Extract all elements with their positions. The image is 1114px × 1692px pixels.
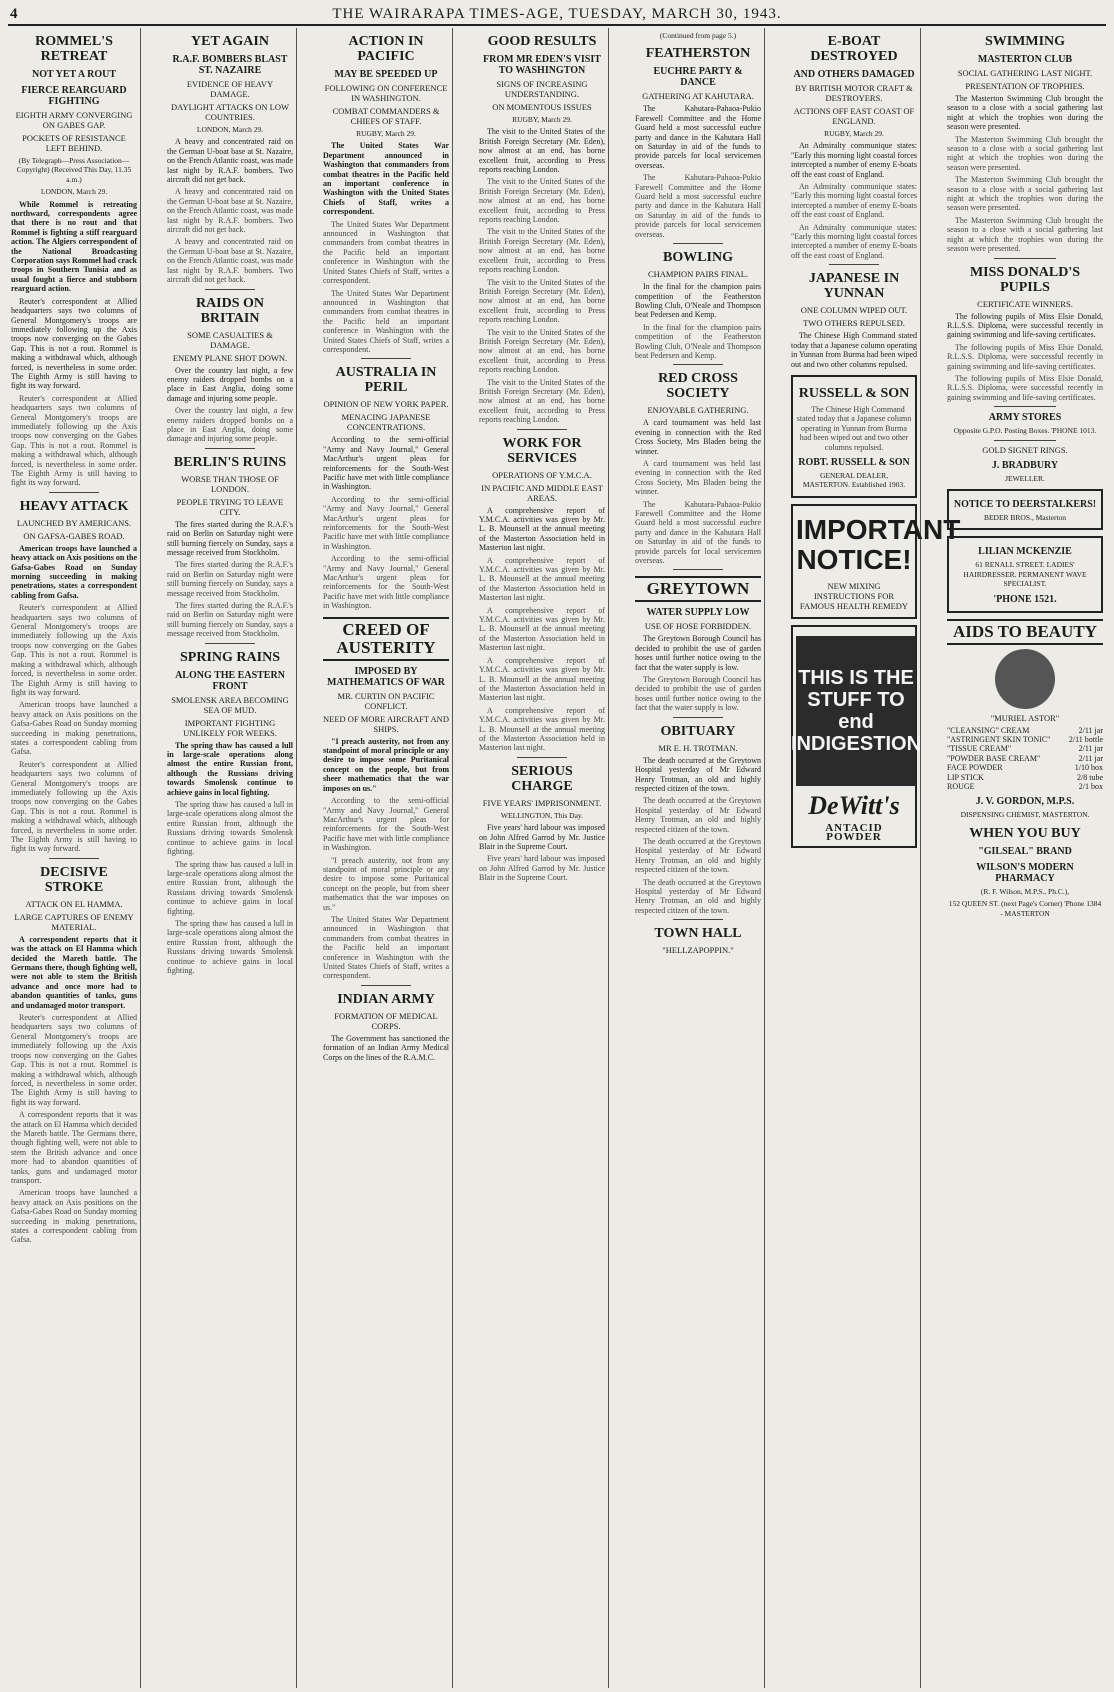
body-text: The United States War Department announced in Washington that commanders from combat theatres in the Pacific held an important conference in Washington with the United States Chiefs of Staff, writes a correspondent. xyxy=(323,288,449,354)
body-text: According to the semi-official "Army and Navy Journal," General MacArthur's urgent pleas for reinforcements for the South-West Pacific have met with little compliance in Washington. xyxy=(323,796,449,853)
newspaper-title: THE WAIRARAPA TIMES-AGE, TUESDAY, MARCH 30, 1943. xyxy=(332,6,782,22)
item-price: 2/8 tube xyxy=(1077,772,1103,782)
headline: BERLIN'S RUINS xyxy=(173,454,287,470)
headline: ACTION IN PACIFIC xyxy=(348,34,424,64)
ad-text: 61 RENALL STREET. LADIES' HAIRDRESSER. PERMANENT WAVE SPECIALIST. xyxy=(963,560,1087,589)
subheadline: EUCHRE PARTY & DANCE xyxy=(653,66,743,89)
item-price: 2/1 box xyxy=(1078,782,1103,792)
divider xyxy=(49,858,99,859)
ad-title: ARMY STORES xyxy=(988,412,1062,424)
page-number: 4 xyxy=(10,6,18,22)
deck: ACTIONS OFF EAST COAST OF ENGLAND. xyxy=(793,106,915,126)
item-price: 2/11 bottle xyxy=(1068,735,1103,744)
deck: LARGE CAPTURES OF ENEMY MATERIAL. xyxy=(14,911,134,932)
item-price: 2/11 jar xyxy=(1078,744,1103,754)
ad-title: AIDS TO BEAUTY xyxy=(947,619,1103,645)
divider xyxy=(994,406,1056,407)
price-list-item xyxy=(947,763,1103,772)
headline: JAPANESE IN YUNNAN xyxy=(808,271,900,302)
headline: GOOD RESULTS xyxy=(487,34,597,49)
body-text: A heavy and concentrated raid on the German U-boat base at St. Nazaire, on the French Atlantic coast, was made last night by R.A.F. bombers. Two aircraft did not get back. xyxy=(167,137,293,185)
body-text: A comprehensive report of Y.M.C.A. activities was given by Mr. L. B. Mounsell at the annual meeting of the Masterton Association held in Masterton last night. xyxy=(479,705,605,753)
body-text: The Kahutara-Pahaoa-Pukio Farewell Committee and the Home Guard held a most successful euchre party and dance in the Kahutara Hall on Saturday in aid of the funds to provide parcels for local servicemen overseas. xyxy=(635,173,761,239)
body-text: An Admiralty communique states: "Early this morning light coastal forces intercepted a number of enemy E-boats off the east coast of England. xyxy=(791,141,917,179)
divider xyxy=(49,492,99,493)
deck: OPINION OF NEW YORK PAPER. xyxy=(323,399,449,410)
body-text: Reuter's correspondent at Allied headquarters says two columns of General Montgomery's troops are immediately following up the Axis troops now converging on the Gabes Gap. This is not a rout. Rommel is making a withdrawal which, although forced, is nevertheless in some order. The Eighth Army is still having to fight its way forward. xyxy=(11,296,137,391)
item-name: "TISSUE CREAM" xyxy=(947,744,1012,754)
deck: FIVE YEARS' IMPRISONMENT. xyxy=(482,797,602,808)
body-text: The visit to the United States of the British Foreign Secretary (Mr. Eden), now almost at an end, has borne excellent fruit, according to Press reports reaching London. xyxy=(479,177,605,225)
divider xyxy=(673,717,723,718)
body-text: The Greytown Borough Council has decided to prohibit the use of garden hoses until further notice owing to the fact that the water supply is low. xyxy=(635,634,761,672)
body-text: American troops have launched a heavy attack on Axis positions on the Gafsa-Gabes Road on Sunday morning succeeding in making penetrations, states a correspondent cabling from Gafsa. xyxy=(11,1188,137,1245)
body-text: In the final for the champion pairs competition of the Featherston Bowling Club, O'Neale and Thompson beat Pedersen and Kemp. xyxy=(635,282,761,320)
body-text: The Masterton Swimming Club brought the season to a close with a social gathering last night at which the trophies won during the season were presented. xyxy=(947,94,1103,132)
body-text: The spring thaw has caused a lull in large-scale operations along almost the entire Russian front, although the Russians driving towards Smolensk continue to achieve gains in local fighting. xyxy=(167,800,293,857)
body-text: The visit to the United States of the British Foreign Secretary (Mr. Eden), now almost at an end, has borne excellent fruit, according to Press reports reaching London. xyxy=(479,327,605,375)
headline: BOWLING xyxy=(662,250,733,266)
body-text: The United States War Department announced in Washington that commanders from combat theatres in the Pacific held an important conference in Washington with the United States Chiefs of Staff, writes a correspondent. xyxy=(323,141,449,217)
item-price: 1/10 box xyxy=(1074,763,1103,773)
headline: MISS DONALD'S PUPILS xyxy=(969,264,1081,295)
body-text: Reuter's correspondent at Allied headquarters says two columns of General Montgomery's troops are immediately following up the Axis troops now converging on the Gabes Gap. This is not a rout. Rommel is making a withdrawal which, although forced, is nevertheless in some order. The Eighth Army is still having to fight its way forward. xyxy=(11,759,137,854)
ad-title: IMPORTANT NOTICE! xyxy=(796,513,961,575)
deck: CERTIFICATE WINNERS. xyxy=(977,298,1073,309)
ad-title: WHEN YOU BUY xyxy=(969,825,1081,841)
ad-text: (R. F. Wilson, M.P.S., Ph.C.), xyxy=(980,886,1070,896)
dateline: RUGBY, March 29. xyxy=(512,115,572,124)
ad-brand: DeWitt's xyxy=(808,790,900,820)
body-text: The Masterton Swimming Club brought the season to a close with a social gathering last night at which the trophies won during the season were presented. xyxy=(947,215,1103,254)
column-featherston xyxy=(632,28,765,1688)
deck: SMOLENSK AREA BECOMING SEA OF MUD. xyxy=(171,694,289,715)
deck: USE OF HOSE FORBIDDEN. xyxy=(644,621,752,632)
divider xyxy=(205,643,255,644)
ad-title: LILIAN MCKENZIE xyxy=(978,546,1072,558)
divider xyxy=(994,440,1056,441)
headline: OBITUARY xyxy=(660,723,736,739)
subheadline: FROM MR EDEN'S VISIT TO WASHINGTON xyxy=(483,54,601,76)
lead-paragraph: While Rommel is retreating northward, correspondents agree that there is no rout and that Rommel is fighting a stiff rearguard action. The Algiers correspondent of the National Broadcasting Corporation says Rommel had crack troops in Southern Tunisia and as usual fought a fierce and stubborn rearguard action. xyxy=(11,199,137,294)
portrait-image xyxy=(995,649,1055,709)
dateline: RUGBY, March 29. xyxy=(356,129,416,138)
deck: PRESENTATION OF TROPHIES. xyxy=(965,81,1085,91)
column-action-in-pacific xyxy=(320,28,453,1688)
body-text: In the final for the champion pairs competition of the Featherston Bowling Club, O'Neale and Thompson beat Pedersen and Kemp. xyxy=(635,322,761,360)
deck: SIGNS OF INCREASING UNDERSTANDING. xyxy=(496,79,588,99)
column-good-results xyxy=(476,28,609,1688)
body-text: A card tournament was held last evening in connection with the Red Cross Society, Mrs Bladen being the winner. xyxy=(635,458,761,497)
deck: NEED OF MORE AIRCRAFT AND SHIPS. xyxy=(323,713,449,734)
body-text: An Admiralty communique states: "Early this morning light coastal forces intercepted a number of enemy E-boats off the east coast of England. xyxy=(791,222,917,260)
item-name: "CLEANSING" CREAM xyxy=(947,725,1030,735)
headline: YET AGAIN xyxy=(191,34,269,49)
body-text: The visit to the United States of the British Foreign Secretary (Mr. Eden), now almost at an end, has borne excellent fruit, according to Press reports reaching London. xyxy=(479,127,605,175)
body-text: The United States War Department announced in Washington that commanders from combat theatres in the Pacific held an important conference in Washington with the United States Chiefs of Staff, writes a correspondent. xyxy=(323,219,449,286)
deck: FOLLOWING ON CONFERENCE IN WASHINGTON. xyxy=(324,83,448,103)
divider xyxy=(673,919,723,920)
ad-phone: 'PHONE 1521. xyxy=(993,593,1057,605)
body-text: The following pupils of Miss Elsie Donald, R.L.S.S. Diploma, were successful recently in gaining swimming and life-saving certificates. xyxy=(947,311,1103,340)
ad-title: GOLD SIGNET RINGS. xyxy=(982,444,1068,455)
body-text: The Masterton Swimming Club brought the season to a close with a social gathering last night at which the trophies won during the season were presented. xyxy=(947,134,1103,172)
body-text: According to the semi-official "Army and Navy Journal," General MacArthur's urgent pleas for reinforcements for the South-West Pacific have met with little compliance in Washington. xyxy=(323,554,449,611)
body-text: Reuter's correspondent at Allied headquarters says two columns of General Montgomery's troops are immediately following up the Axis troops now converging on the Gabes Gap. This is not a rout. Rommel is making a withdrawal which, although forced, is nevertheless in some order. The Eighth Army is still having to fight its way forward. xyxy=(11,1013,137,1107)
ad-title: WILSON'S MODERN PHARMACY xyxy=(976,861,1074,884)
masthead xyxy=(8,4,1106,26)
dateline: LONDON, March 29. xyxy=(40,187,108,197)
price-list-item xyxy=(947,754,1103,763)
deck: MR. CURTIN ON PACIFIC CONFLICT. xyxy=(337,690,435,711)
advertisement-important-notice xyxy=(791,504,961,619)
headline: RAIDS ON BRITAIN xyxy=(195,295,265,326)
body-text: A comprehensive report of Y.M.C.A. activities was given by Mr. L. B. Mounsell at the annual meeting of the Masterton Association held in Masterton last night. xyxy=(479,555,605,603)
price-list-item xyxy=(947,782,1103,791)
ad-title: J. BRADBURY xyxy=(991,459,1059,471)
ad-text: The Chinese High Command stated today that a Japanese column operating in Yunnan from Burma had been wiped out and two other columns repulsed. xyxy=(796,404,912,452)
subheadline: AND OTHERS DAMAGED xyxy=(793,69,915,80)
divider xyxy=(994,258,1056,259)
ad-photo-banner: THIS IS THE STUFF TO end INDIGESTION xyxy=(796,636,916,786)
body-text: A comprehensive report of Y.M.C.A. activities was given by Mr. L. B. Mounsell at the annual meeting of the Masterton Association held in Masterton last night. xyxy=(479,505,605,553)
column-yet-again xyxy=(164,28,297,1688)
deck: POCKETS OF RESISTANCE LEFT BEHIND. xyxy=(22,133,126,153)
body-text: The Kahutara-Pahaoa-Pukio Farewell Committee and the Home Guard held a most successful euchre party and dance in the Kahutara Hall on Saturday in aid of the funds to provide parcels for local servicemen overseas. xyxy=(635,499,761,566)
ad-title: NOTICE TO DEERSTALKERS! xyxy=(953,498,1097,510)
headline: CREED OF AUSTERITY xyxy=(323,617,449,661)
body-text: The death occurred at the Greytown Hospital yesterday of Mr Edward Henry Trotman, an old and highly respected citizen of the town. xyxy=(635,796,761,834)
divider xyxy=(517,757,567,758)
item-name: ROUGE xyxy=(947,782,975,792)
advertisement-deerstalkers xyxy=(947,489,1103,530)
deck: MR E. H. TROTMAN. xyxy=(658,742,738,753)
headline: HEAVY ATTACK xyxy=(19,498,129,514)
ad-text: 152 QUEEN ST. (next Page's Corner) 'Phone 1384 - MASTERTON xyxy=(948,899,1102,918)
deck: "HELLZAPOPPIN." xyxy=(662,945,734,956)
body-text: The fires started during the R.A.F.'s raid on Berlin on Saturday night were still burning fiercely on Sunday, says a message received from Stockholm. xyxy=(167,560,293,598)
price-list xyxy=(947,726,1103,792)
headline: WORK FOR SERVICES xyxy=(502,435,582,466)
advertisement-russell xyxy=(791,375,917,498)
body-text: A heavy and concentrated raid on the German U-boat base at St. Nazaire, on the French Atlantic coast, was made last night by R.A.F. bombers. Two aircraft did not get back. xyxy=(167,187,293,235)
deck: BY BRITISH MOTOR CRAFT & DESTROYERS. xyxy=(795,83,913,103)
ad-title: ROBT. RUSSELL & SON xyxy=(798,456,910,468)
body-text: A comprehensive report of Y.M.C.A. activities was given by Mr. L. B. Mounsell at the annual meeting of the Masterton Association held in Masterton last night. xyxy=(479,655,605,703)
headline: INDIAN ARMY xyxy=(337,991,435,1007)
column-swimming xyxy=(944,28,1106,1688)
ad-text: DISPENSING CHEMIST, MASTERTON. xyxy=(960,810,1090,820)
ad-subtitle: NEW MIXING INSTRUCTIONS FOR FAMOUS HEALTH REMEDY xyxy=(799,580,909,611)
ad-title: J. V. GORDON, M.P.S. xyxy=(975,796,1075,808)
divider xyxy=(517,429,567,430)
deck: IN PACIFIC AND MIDDLE EAST AREAS. xyxy=(481,482,603,503)
headline: FEATHERSTON xyxy=(645,46,751,62)
dateline: RUGBY, March 29. xyxy=(824,129,884,138)
deck: ON MOMENTOUS ISSUES xyxy=(492,102,592,112)
body-text: A card tournament was held last evening in connection with the Red Cross Society, Mrs Bladen being the winner. xyxy=(635,418,761,456)
divider xyxy=(361,358,411,359)
ad-text: GENERAL DEALER, MASTERTON. Established 1903. xyxy=(802,470,906,490)
body-text: The visit to the United States of the British Foreign Secretary (Mr. Eden), now almost at an end, has borne excellent fruit, according to Press reports reaching London. xyxy=(479,377,605,425)
body-text: The following pupils of Miss Elsie Donald, R.L.S.S. Diploma, were successful recently in gaining swimming and life-saving certificates. xyxy=(947,373,1103,402)
body-text: According to the semi-official "Army and Navy Journal," General MacArthur's urgent pleas for reinforcements for the South-West Pacific have met with little compliance in Washington. xyxy=(323,435,449,492)
body-text: The spring thaw has caused a lull in large-scale operations along almost the entire Russian front, although the Russians driving towards Smolensk continue to achieve gains in local fighting. xyxy=(167,740,293,797)
price-list-item xyxy=(947,735,1103,744)
item-name: FACE POWDER xyxy=(947,763,1003,773)
ad-product: ANTACID POWDER xyxy=(825,821,883,844)
body-text: A comprehensive report of Y.M.C.A. activities was given by Mr. L. B. Mounsell at the annual meeting of the Masterton Association held in Masterton last night. xyxy=(479,605,605,653)
subheadline: MASTERTON CLUB xyxy=(977,54,1073,65)
body-text: "I preach austerity, not from any standpoint of moral principle or any desire to impose some Puritanical concept on the people, but from sheer mathematics that the war imposes on us." xyxy=(323,855,449,912)
subheadline: R.A.F. BOMBERS BLAST ST. NAZAIRE xyxy=(172,54,288,76)
deck: SOME CASUALTIES & DAMAGE. xyxy=(187,329,273,350)
divider xyxy=(205,289,255,290)
body-text: The Kahutara-Pahaoa-Pukio Farewell Committee and the Home Guard held a most successful euchre party and dance in the Kahutara Hall on Saturday in aid of the funds to provide parcels for local servicemen overseas. xyxy=(635,104,761,170)
divider xyxy=(673,569,723,570)
price-list-item xyxy=(947,744,1103,753)
dateline: LONDON, March 29. xyxy=(196,125,264,134)
body-text: "I preach austerity, not from any standpoint of moral principle or any desire to impose some Puritanical concept on the people, but from sheer mathematics that the war imposes on us." xyxy=(323,736,449,793)
body-text: The visit to the United States of the British Foreign Secretary (Mr. Eden), now almost at an end, has borne excellent fruit, according to Press reports reaching London. xyxy=(479,277,605,325)
headline: SWIMMING xyxy=(984,34,1066,49)
body-text: A correspondent reports that it was the attack on El Hamma which decided the Mareth battle. The Germans there, though fighting well, were not able to stem the British advance and once more had to abandon quantities of tanks, guns and undamaged motor transport. xyxy=(11,1110,137,1185)
ad-title: RUSSELL & SON xyxy=(798,385,910,401)
body-text: The Masterton Swimming Club brought the season to a close with a social gathering last night at which the trophies won during the season were presented. xyxy=(947,175,1103,213)
divider xyxy=(205,448,255,449)
item-name: "POWDER BASE CREAM" xyxy=(947,753,1041,763)
divider xyxy=(673,243,723,244)
advertisement-lilian-mckenzie xyxy=(947,536,1103,612)
body-text: American troops have launched a heavy attack on Axis positions on the Gafsa-Gabes Road on Sunday morning succeeding in making penetrations, states a correspondent cabling from Gafsa. xyxy=(11,700,137,757)
deck: ATTACK ON EL HAMMA. xyxy=(25,898,123,909)
ad-title: "GILSEAL" BRAND xyxy=(978,845,1072,857)
item-name: LIP STICK xyxy=(947,772,984,782)
continuation-note: (Continued from page 5.) xyxy=(659,31,737,40)
body-text: American troops have launched a heavy attack on Axis positions on the Gafsa-Gabes Road on Sunday morning succeeding in making penetrations, states a correspondent cabling from Gafsa. xyxy=(11,543,137,600)
body-text: Over the country last night, a few enemy raiders dropped bombs on a place in East Anglia, doing some damage and injuring some people. xyxy=(167,406,293,444)
deck: MENACING JAPANESE CONCENTRATIONS. xyxy=(341,412,431,433)
deck: ONE COLUMN WIPED OUT. xyxy=(800,305,908,316)
headline: AUSTRALIA IN PERIL xyxy=(335,365,437,396)
subheadline: IMPOSED BY MATHEMATICS OF WAR xyxy=(327,665,445,688)
headline: SERIOUS CHARGE xyxy=(511,763,573,794)
item-name: "ASTRINGENT SKIN TONIC" xyxy=(947,735,1051,744)
deck: IMPORTANT FIGHTING UNLIKELY FOR WEEKS. xyxy=(183,717,277,738)
deck: WORSE THAN THOSE OF LONDON. xyxy=(181,473,279,494)
column-rommels-retreat xyxy=(8,28,141,1688)
headline: TOWN HALL xyxy=(654,926,742,942)
body-text: Five years' hard labour was imposed on John Alfred Garrod by Mr. Justice Blair in the Supreme Court. xyxy=(479,823,605,851)
item-price: 2/11 jar xyxy=(1078,753,1103,763)
subheadline: ALONG THE EASTERN FRONT xyxy=(175,669,285,692)
deck: COMBAT COMMANDERS & CHIEFS OF STAFF. xyxy=(332,106,440,126)
body-text: The following pupils of Miss Elsie Donald, R.L.S.S. Diploma, were successful recently in gaining swimming and life-saving certificates. xyxy=(947,342,1103,371)
headline: E-BOAT DESTROYED xyxy=(810,34,898,64)
body-text: The Chinese High Command stated today that a Japanese column operating in Yunnan from Burma had been wiped out and two other columns repulsed. xyxy=(791,331,917,369)
deck: EIGHTH ARMY CONVERGING ON GABES GAP. xyxy=(15,110,133,130)
body-text: Reuter's correspondent at Allied headquarters says two columns of General Montgomery's troops are immediately following up the Axis troops now converging on the Gabes Gap. This is not a rout. Rommel is making a withdrawal which, although forced, is nevertheless in some order. The Eighth Army is still having to fight its way forward. xyxy=(11,393,137,488)
ad-text: JEWELLER. xyxy=(1005,473,1045,483)
deck: TWO OTHERS REPULSED. xyxy=(803,318,905,329)
deck: SOCIAL GATHERING LAST NIGHT. xyxy=(957,68,1093,78)
body-text: A heavy and concentrated raid on the German U-boat base at St. Nazaire, on the French Atlantic coast, was made last night by R.A.F. bombers. Two aircraft did not get back. xyxy=(167,237,293,285)
subheadline: WATER SUPPLY LOW xyxy=(646,607,750,619)
body-text: A correspondent reports that it was the attack on El Hamma which decided the Mareth battle. The Germans there, though fighting well, were not able to stem the British advance and once more had to abandon quantities of tanks, guns and undamaged motor transport. xyxy=(11,934,137,1010)
price-list-item xyxy=(947,773,1103,782)
subheadline: NOT YET A ROUT xyxy=(31,69,116,80)
divider xyxy=(361,985,411,986)
deck: GATHERING AT KAHUTARA. xyxy=(642,91,754,102)
body-text: Five years' hard labour was imposed on John Alfred Garrod by Mr. Justice Blair in the Supreme Court. xyxy=(479,854,605,883)
body-text: The Greytown Borough Council has decided to prohibit the use of garden hoses until further notice owing to the fact that the water supply is low. xyxy=(635,675,761,713)
body-text: The United States War Department announced in Washington that commanders from combat theatres in the Pacific held an important conference in Washington with the United States Chiefs of Staff, writes a correspondent. xyxy=(323,914,449,981)
body-text: The death occurred at the Greytown Hospital yesterday of Mr Edward Henry Trotman, an old and highly respected citizen of the town. xyxy=(635,877,761,915)
body-text: The visit to the United States of the British Foreign Secretary (Mr. Eden), now almost at an end, has borne excellent fruit, according to Press reports reaching London. xyxy=(479,227,605,275)
body-text: Reuter's correspondent at Allied headquarters says two columns of General Montgomery's troops are immediately following up the Axis troops now converging on the Gabes Gap. This is not a rout. Rommel is making a withdrawal which, although forced, is nevertheless in some order. The Eighth Army is still having to fight its way forward. xyxy=(11,603,137,697)
headline: RED CROSS SOCIETY xyxy=(658,371,738,402)
dateline: WELLINGTON, This Day. xyxy=(500,810,584,820)
divider xyxy=(673,364,723,365)
body-text: The spring thaw has caused a lull in large-scale operations along almost the entire Russian front, although the Russians driving towards Smolensk continue to achieve gains in local fighting. xyxy=(167,918,293,975)
body-text: The spring thaw has caused a lull in large-scale operations along almost the entire Russian front, although the Russians driving towards Smolensk continue to achieve gains in local fighting. xyxy=(167,859,293,916)
deck: DAYLIGHT ATTACKS ON LOW COUNTRIES. xyxy=(170,102,290,122)
advertisement-dewitts xyxy=(791,625,922,848)
item-price: 2/11 jar xyxy=(1078,725,1103,735)
subheadline: MAY BE SPEEDED UP xyxy=(334,69,438,80)
deck: CHAMPION PAIRS FINAL. xyxy=(647,269,749,280)
deck: PEOPLE TRYING TO LEAVE CITY. xyxy=(176,496,284,517)
body-text: The Government has sanctioned the formation of an Indian Army Medical Corps on the lines of the R.A.M.C. xyxy=(323,1033,449,1062)
ad-text: BEDER BROS., Masterton xyxy=(983,512,1067,522)
body-text: Over the country last night, a few enemy raiders dropped bombs on a place in East Anglia, doing some damage and injuring some people. xyxy=(167,365,293,403)
body-text: The death occurred at the Greytown Hospital yesterday of Mr Edward Henry Trotman, an old and highly respected citizen of the town. xyxy=(635,755,761,793)
deck: ON GAFSA-GABES ROAD. xyxy=(23,530,125,541)
headline: SPRING RAINS xyxy=(180,649,280,665)
body-text: An Admiralty communique states: "Early this morning light coastal forces intercepted a number of enemy E-boats off the east coast of England. xyxy=(791,182,917,220)
deck: EVIDENCE OF HEAVY DAMAGE. xyxy=(186,79,274,99)
ad-subtitle: "MURIEL ASTOR" xyxy=(990,712,1060,723)
price-list-item xyxy=(947,726,1103,735)
body-text: The fires started during the R.A.F.'s raid on Berlin on Saturday night were still burning fiercely on Sunday, says a message received from Stockholm. xyxy=(167,519,293,557)
headline: ROMMEL'S RETREAT xyxy=(35,34,113,64)
deck: ENJOYABLE GATHERING. xyxy=(647,405,749,416)
headline: DECISIVE STROKE xyxy=(40,864,108,895)
body-text: The death occurred at the Greytown Hospital yesterday of Mr Edward Henry Trotman, an old and highly respected citizen of the town. xyxy=(635,836,761,875)
headline: GREYTOWN xyxy=(635,576,761,602)
body-text: The fires started during the R.A.F.'s raid on Berlin on Saturday night were still burning fiercely on Sunday, says a message received from Stockholm. xyxy=(167,601,293,639)
deck: FORMATION OF MEDICAL CORPS. xyxy=(334,1010,438,1031)
deck: OPERATIONS OF Y.M.C.A. xyxy=(492,469,592,480)
ad-text: Opposite G.P.O. Posting Boxes. 'PHONE 1013. xyxy=(953,426,1097,436)
credit: (By Telegraph—Press Association—Copyright) (Received This Day, 11.35 a.m.) xyxy=(16,156,132,184)
body-text: According to the semi-official "Army and Navy Journal," General MacArthur's urgent pleas for reinforcements for the South-West Pacific have met with little compliance in Washington. xyxy=(323,494,449,551)
deck: ENEMY PLANE SHOT DOWN. xyxy=(172,352,288,363)
divider xyxy=(829,264,879,265)
subheadline: FIERCE REARGUARD FIGHTING xyxy=(21,85,127,107)
deck: LAUNCHED BY AMERICANS. xyxy=(16,517,132,528)
